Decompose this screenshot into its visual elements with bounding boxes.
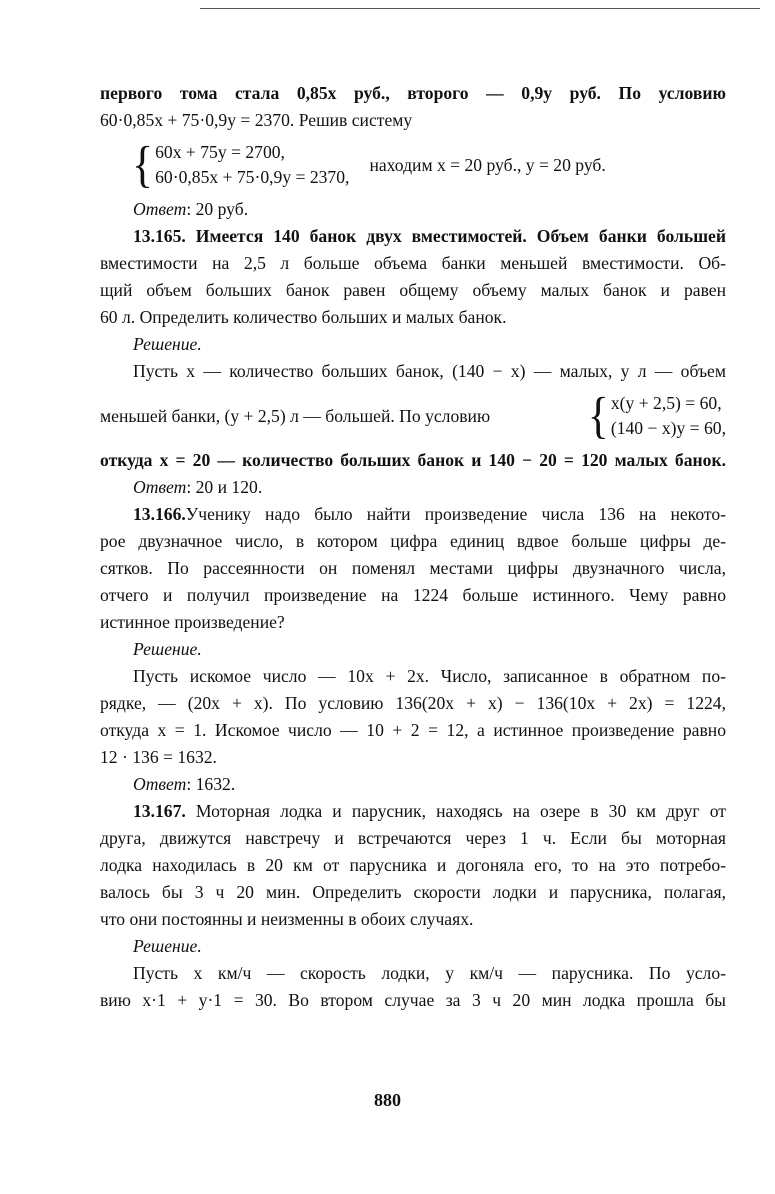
brace: {: [132, 136, 154, 193]
problem-heading: [100, 223, 726, 250]
text-line: отчего и получил произведение на 1224 больше истинного. Чему равно: [100, 585, 726, 605]
equation-system: [587, 387, 726, 444]
equation: 60·0,85x + 75·0,9y = 2370,: [155, 167, 350, 187]
text-line: валось бы 3 ч 20 мин. Определить скорости лодки и парусника, полагая,: [100, 882, 726, 902]
answer: [100, 771, 726, 798]
text-line: Пусть x — количество больших банок, (140 − x) — малых, y л — объем: [133, 361, 726, 381]
text-line: что они постоянны и неизменны в обоих случаях.: [100, 909, 474, 929]
problem-text: Имеется 140 банок двух вместимостей. Объем банки большей: [185, 226, 726, 246]
text-line: щий объем больших банок равен общему объему малых банок и равен: [100, 280, 726, 300]
text-line: истинное произведение?: [100, 612, 285, 632]
text-line: Пусть x км/ч — скорость лодки, y км/ч — парусника. По усло-: [133, 963, 726, 983]
page-body: [100, 80, 726, 1014]
problem-text: Моторная лодка и парусник, находясь на озере в 30 км друг от: [185, 801, 726, 821]
answer-label: Ответ: [133, 199, 187, 219]
answer-text: : 20 руб.: [186, 199, 249, 219]
text-line: 12 · 136 = 1632.: [100, 747, 217, 767]
text-line: друга, движутся навстречу и встречаются через 1 ч. Если бы моторная: [100, 828, 726, 848]
problem-heading: [100, 501, 726, 528]
text-line: лодка находилась в 20 км от парусника и догоняла его, то на это потребо-: [100, 855, 726, 875]
problem-heading: [100, 798, 726, 825]
text-line: 60 л. Определить количество больших и малых банок.: [100, 307, 507, 327]
text-line: откуда x = 20 — количество больших банок и 140 − 20 = 120 малых банок.: [100, 450, 726, 470]
top-rule: [200, 8, 760, 9]
answer: [100, 196, 726, 223]
problem-number: 13.165.: [133, 226, 186, 246]
answer-label: Ответ: [133, 477, 187, 497]
problem-text: Ученику надо было найти произведение числа 136 на некото-: [185, 504, 726, 524]
text-line: сятков. По рассеянности он поменял местами цифры двузначного числа,: [100, 558, 726, 578]
text-line: откуда x = 1. Искомое число — 10 + 2 = 12, а истинное произведение равно: [100, 720, 726, 740]
equation: (140 − x)y = 60,: [610, 418, 726, 438]
solution-label: Решение.: [133, 334, 202, 354]
text-line: рое двузначное число, в котором цифра единиц вдвое больше цифры де-: [100, 531, 726, 551]
solution-label: Решение.: [133, 936, 202, 956]
equation: x(y + 2,5) = 60,: [610, 393, 722, 413]
answer-label: Ответ: [133, 774, 187, 794]
equation-system: [132, 136, 726, 193]
brace: {: [587, 387, 609, 444]
answer-text: : 1632.: [186, 774, 236, 794]
equation-row: [100, 387, 726, 444]
text-line: вию x·1 + y·1 = 30. Во втором случае за 3 ч 20 мин лодка прошла бы: [100, 990, 726, 1010]
answer-text: : 20 и 120.: [186, 477, 263, 497]
text-line: 60·0,85x + 75·0,9y = 2370. Решив систему: [100, 110, 413, 130]
text-line: вместимости на 2,5 л больше объема банки меньшей вместимости. Об-: [100, 253, 726, 273]
text-line: рядке, — (20x + x). По условию 136(20x + x) − 136(10x + 2x) = 1224,: [100, 693, 726, 713]
page-number: 880: [374, 1090, 401, 1110]
problem-number: 13.167.: [133, 801, 186, 821]
equation: 60x + 75y = 2700,: [155, 142, 285, 162]
text-line: первого тома стала 0,85x руб., второго — 0,9y руб. По условию: [100, 83, 726, 103]
problem-number: 13.166.: [133, 504, 186, 524]
text-line: Пусть искомое число — 10x + 2x. Число, записанное в обратном по-: [133, 666, 726, 686]
system-result: находим x = 20 руб., y = 20 руб.: [369, 154, 606, 175]
answer: [100, 474, 726, 501]
solution-label: Решение.: [133, 639, 202, 659]
text-line: меньшей банки, (y + 2,5) л — большей. По условию: [100, 405, 491, 426]
